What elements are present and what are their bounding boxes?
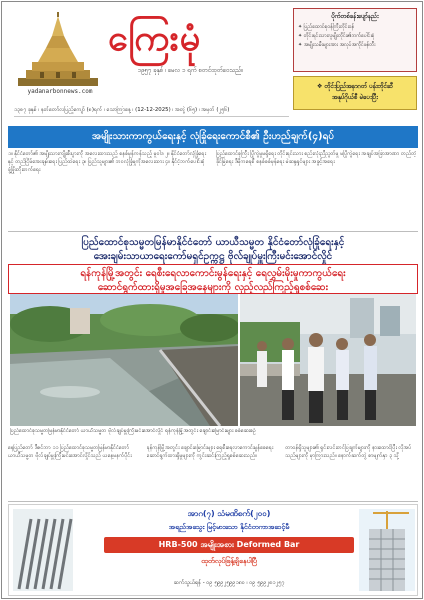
site-url[interactable]: yadanarbonnews.com <box>27 88 93 95</box>
lead-subheadline[interactable] <box>8 264 418 294</box>
contents-item[interactable]: ✦ အမျိုးသမီးများအား အလုပ်အကိုင်ဖန်တီး <box>298 41 412 50</box>
headline-banner[interactable]: အမျိုးသားကာကွယ်ရေးနှင့် လုံခြုံရေးကောင်စီ၏ ဦးဟည်ချက်(၄)ရပ် <box>8 126 418 148</box>
lead-subheadline-line-1: ရန်ကုန်မြို့အတွင်း ရေစီးရေလာကောင်းမွန်ရေးနှင့် ရေလွှမ်းမိုးမှုကာကွယ်ရေး <box>80 268 346 279</box>
ad-availability: ထုတ်လုပ်ဖြန့်ချိနေပါပြီ <box>201 557 257 565</box>
lead-subheadline-line-2: ဆောင်ရွက်ထားရှိမှုအခြေအနေများကို လှည့်လည်ကြည့်ရှုစစ်ဆေး <box>97 282 329 293</box>
pagoda-emblem-icon <box>18 12 98 86</box>
article-body <box>8 150 418 232</box>
promo-line-1: ❖ တိုင်းပြည်အနာဂတ် ပန်းတိုင်ဆီ <box>316 83 394 90</box>
masthead <box>8 8 418 116</box>
photo-caption: ပြည်ထောင်စုသမ္မတမြန်မာနိုင်ငံတော် ယာယီသမ္မတ ဗိုလ်ချုပ်မှူးကြီးမင်းအောင်လှိုင် ရန်ကုန်မြို့အတွင်း ချောင်းမြောင်းများ စစ်ဆေးစဉ် <box>10 428 256 434</box>
election-promo <box>293 76 417 110</box>
steel-advertisement[interactable] <box>8 504 418 596</box>
building-construction-icon <box>359 509 415 591</box>
article-column: နေပြည်တော် ဒီဇင်ဘာ ၁၁ ပြည်ထောင်စုသမ္မတမြန်မာနိုင်ငံတော် ယာယီသမ္မတ ဗိုလ်ချုပ်မှူးကြီးမင်းအောင်လှိုင်သည် ယနေ့မနက်ပိုင်း <box>8 445 132 459</box>
newspaper-page <box>1 1 423 599</box>
article-column: ၁။ နိုင်ငံတော်၏ အမျိုးသားကျိုးစီးပွားကို အလေးထားသည့် စနစ်မှန်ကန်သည့် မူဝါဒ ၂။ နိုင်ငံတော်လုံခြုံရေးနှင့် တည်ငြိမ်အေးချမ်းရေး ပြည်ထဲရေး ၃။ ပြည်သူများ၏ ဘဝလုံခြုံမှုကိုအလေးထား ၄။ နိုင်ငံ့ဘက်ပေါင်းစုံ ဖွံ့ဖြိုးတိုးတက်ရေး <box>8 151 206 173</box>
newspaper-title: ကြေးမုံ <box>108 17 202 59</box>
contents-item[interactable]: ✦ ပြည်ထောင်စုဝန်ကြီးတိုင်းဝန် <box>298 23 412 32</box>
canal-photo <box>10 294 238 426</box>
ad-tagline: အရည်အသွေး မြင့်မားသော နိုင်ငံတကာအဆင့်မီ <box>168 523 290 531</box>
ad-title: အာဂ(၇) သံမဏိစက်(၂၀၀) <box>187 509 271 518</box>
promo-line-2: အနုပ်ဂိုယ်စီ မဲပေးပြီး <box>332 94 378 101</box>
lead-headline-line-2: အေးချမ်းသာယာရေးကော်မရှင်ဥက္ကဋ္ဌ ဗိုလ်ချုပ်မှူးကြီးမင်းအောင်လှိုင် <box>93 251 333 262</box>
dateline: ၁၃၈၇ ခုနှစ် ၊ နတ်တော်လပြည့်ကျော် (၈)ရက် ၊ သောကြာနေ့ ၊ (12-12-2025) ၊ အတွဲ (၆၅) ၊ အမှတ် (၂၅၆) <box>14 106 289 117</box>
lead-headline-line-1: ပြည်ထောင်စုသမ္မတမြန်မာနိုင်ငံတော် ယာယီသမ္မတ နိုင်ငံတော်လုံခြုံရေးနှင့် <box>81 237 345 248</box>
rebar-stack-icon <box>13 509 73 591</box>
founding-note: ၁၉၅၇ ခုနှစ် ၊ မေလ ၁ ရက် စတင်ထုတ်ဝေသည်။ <box>138 67 243 74</box>
contents-item[interactable]: ✦ တိုင်းရင်းသားလူမျိုးတိုင်း၏ဘက်ပေါင်းစုံ <box>298 32 412 41</box>
ad-product-banner: HRB-500 အမျိုးအစား Deformed Bar <box>104 537 354 553</box>
article-column: ပြည်ထောင်စုကြီး ပြိုကွဲမှုမရှိရေး တိုင်းရင်းသား စည်းလုံးညီညွတ်မှု မပြိုကွဲရေး အချုပ်အခြာအာဏာ တည်တံ့ခိုင်မြဲရေး ဒီမိုကရေစီ စနစ်စစ်မှန်ရေး မဲဆန္ဒရှင်များ အခွင့်အရေး <box>216 151 417 165</box>
inspection-photo <box>240 294 416 426</box>
contents-title: ပိုက်တစ်ခန်းပျော်နည်း <box>331 13 379 20</box>
lead-article-body <box>8 444 418 502</box>
article-column: ရန်ကုန်မြို့အတွင်း ချောင်းမြောင်းများ ရေစီးရေလာကောင်းမွန်စေရေး ဆောင်ရွက်ထားရှိမှုများကို ကွင်းဆင်းကြည့်ရှုစစ်ဆေးသည်။ <box>146 445 274 459</box>
contents-box <box>293 8 417 72</box>
article-column: တာဝန်ရှိသူများ၏ ရှင်းလင်းတင်ပြချက်များကို နားထောင်ပြီး လိုအပ်သည်များကို မှာကြားသည်။ နောက်ဆက်တွဲ စာမျက်နှာ ၃ သို့ <box>285 445 412 459</box>
ad-contact[interactable]: ဆက်သွယ်ရန် - ၀၉ ၅၉၉၂၅၉၉၁၈၀ ၊ ၀၉ ၅၉၉၂၈၁၂၅၇ <box>173 580 285 586</box>
